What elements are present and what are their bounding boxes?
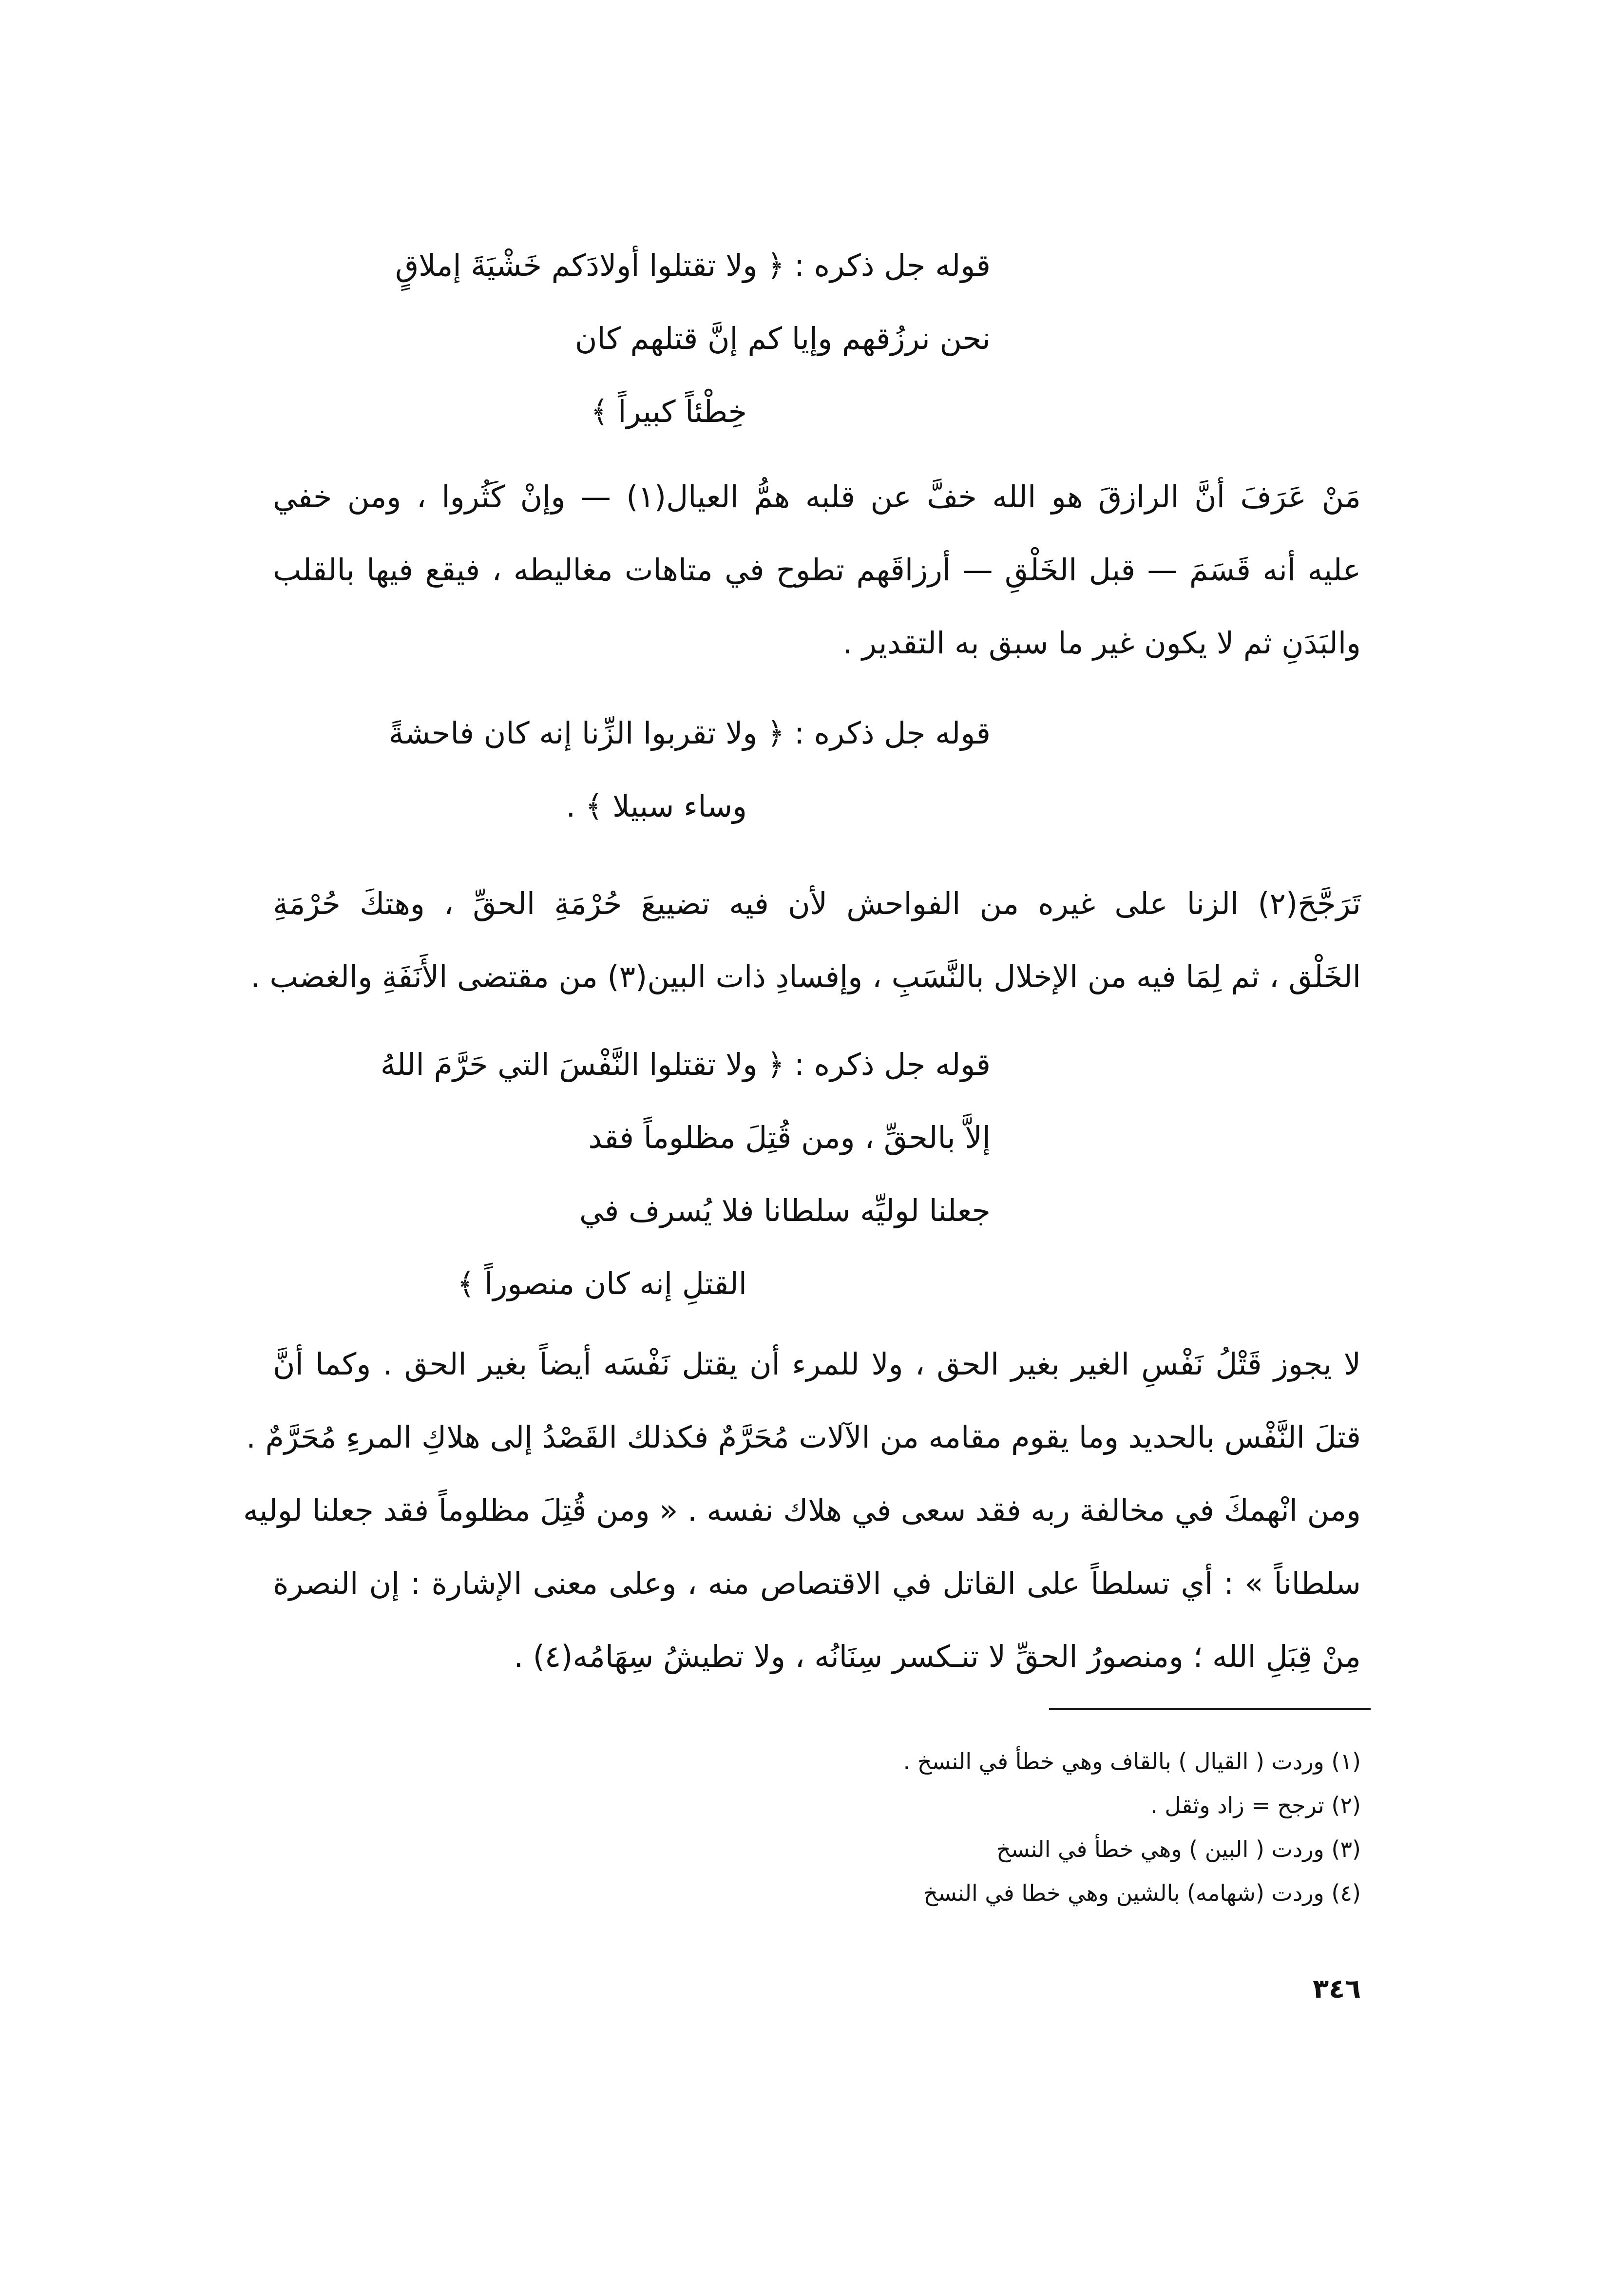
verse-line: إلاَّ بالحقِّ ، ومن قُتِلَ مظلوماً فقد (588, 1120, 991, 1155)
verse-block-1 (395, 229, 991, 448)
commentary-line: الخَلْق ، ثم لِمَا فيه من الإخلال بالنَّسَبِ ، وإفسادِ ذات البين(٣) من مقتضى الأَنَفَةِ والغضب . (250, 959, 1361, 994)
page-number: ٣٤٦ (1313, 1973, 1361, 2004)
verse-line: القتلِ إنه كان منصوراً ﴾ (457, 1266, 747, 1301)
commentary-block-1 (273, 460, 1361, 680)
verse-block-3 (380, 1028, 991, 1320)
verse-line: قوله جل ذكره : ﴿ ولا تقتلوا أولادَكم خَشْيَةَ إملاقٍ (395, 248, 991, 283)
commentary-line: مِنْ قِبَلِ الله ؛ ومنصورُ الحقِّ لا تنـكسر سِنَانُه ، ولا تطيشُ سِهَامُه(٤) . (514, 1639, 1361, 1674)
footnote: (٣) وردت ( البين ) وهي خطأ في النسخ (996, 1836, 1361, 1862)
commentary-line: والبَدَنِ ثم لا يكون غير ما سبق به التقدير . (842, 625, 1361, 661)
verse-line: قوله جل ذكره : ﴿ ولا تقتلوا النَّفْسَ التي حَرَّمَ اللهُ (380, 1047, 991, 1082)
verse-line: جعلنا لوليِّه سلطانا فلا يُسرف في (579, 1193, 991, 1228)
verse-line: وساء سبيلا ﴾ . (566, 788, 747, 824)
verse-line: نحن نرزُقهم وإيا كم إنَّ قتلهم كان (574, 321, 991, 356)
commentary-line: عليه أنه قَسَمَ — قبل الخَلْقِ — أرزاقَهم تطوح في متاهات مغاليطه ، فيقع فيها بالقلب (273, 552, 1361, 588)
footnotes (727, 1739, 1361, 1915)
commentary-block-2 (250, 867, 1361, 1013)
footnote: (٤) وردت (شهامه) بالشين وهي خطا في النسخ (923, 1880, 1361, 1906)
verse-line: قوله جل ذكره : ﴿ ولا تقربوا الزِّنا إنه كان فاحشةً (388, 715, 991, 751)
commentary-block-3 (243, 1328, 1361, 1693)
commentary-line: ومن انْهمكَ في مخالفة ربه فقد سعى في هلاك نفسه . « ومن قُتِلَ مظلوماً فقد جعلنا لوليه (243, 1492, 1361, 1528)
commentary-line: مَنْ عَرَفَ أنَّ الرازقَ هو الله خفَّ عن قلبه همُّ العيال(١) — وإنْ كَثُروا ، ومن خفي (273, 479, 1361, 515)
commentary-line: قتلَ النَّفْس بالحديد وما يقوم مقامه من الآلات مُحَرَّمٌ فكذلك القَصْدُ إلى هلاكِ المرءِ مُحَرَّمٌ . (246, 1419, 1361, 1455)
footnote: (٢) ترجح = زاد وثقل . (1150, 1792, 1361, 1818)
commentary-line: سلطاناً » : أي تسلطاً على القاتل في الاقتصاص منه ، وعلى معنى الإشارة : إن النصرة (273, 1566, 1361, 1601)
commentary-line: لا يجوز قَتْلُ نَفْسِ الغير بغير الحق ، ولا للمرء أن يقتل نَفْسَه أيضاً بغير الحق . وكما أنَّ (273, 1346, 1361, 1382)
footnote-divider (1049, 1708, 1371, 1710)
verse-line: خِطْئاً كبيراً ﴾ (591, 394, 747, 429)
footnote: (١) وردت ( القيال ) بالقاف وهي خطأ في النسخ . (903, 1748, 1361, 1775)
verse-block-2 (388, 697, 991, 843)
commentary-line: تَرَجَّحَ(٢) الزنا على غيره من الفواحش لأن فيه تضييعَ حُرْمَةِ الحقِّ ، وهتكَ حُرْمَةِ (273, 886, 1361, 921)
